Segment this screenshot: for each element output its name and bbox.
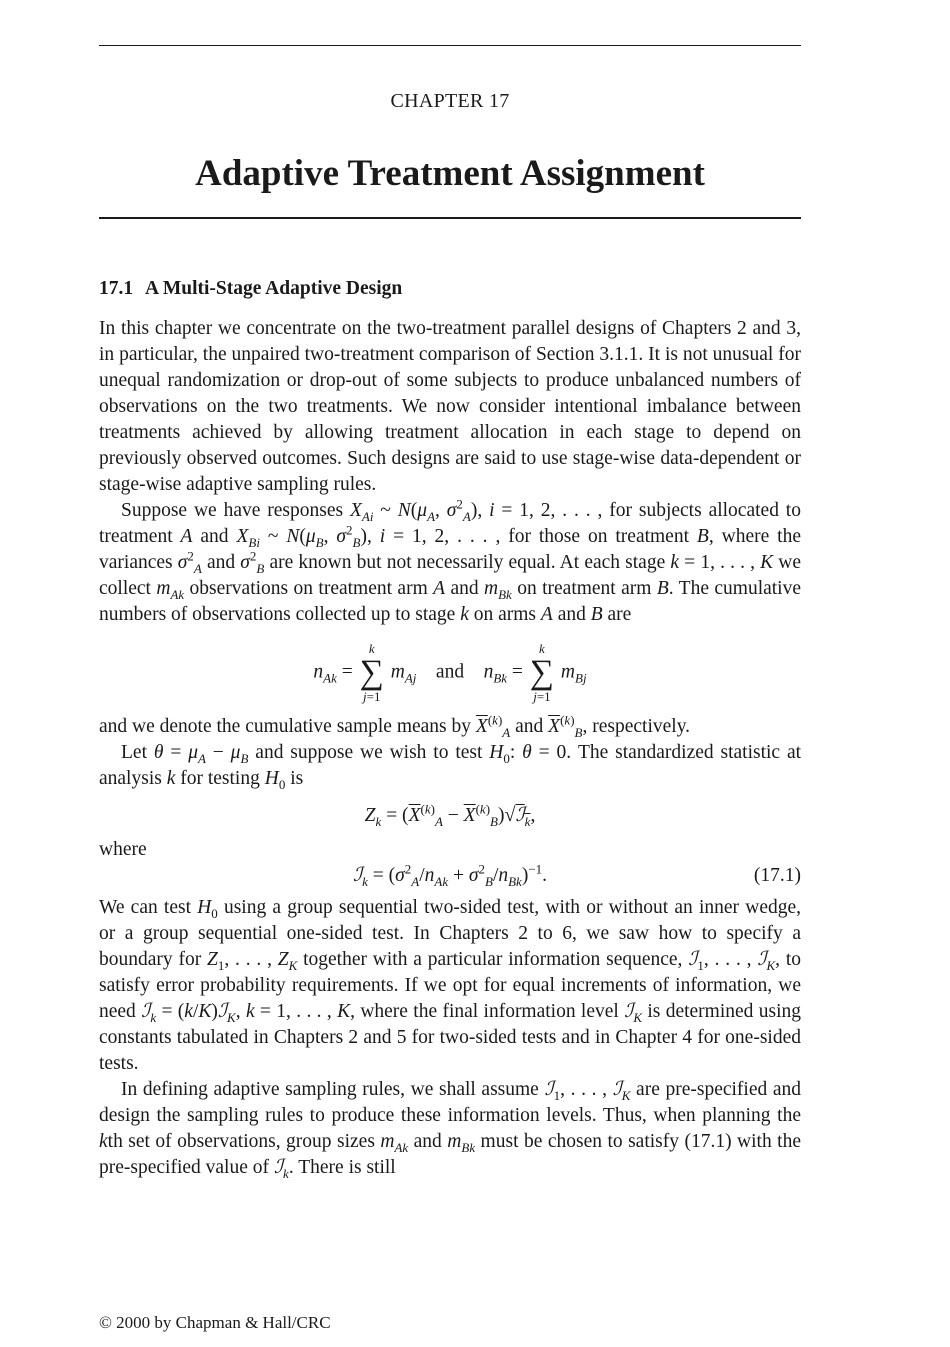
section-heading bbox=[99, 276, 801, 302]
chapter-title: Adaptive Treatment Assignment bbox=[195, 153, 705, 194]
top-rule bbox=[99, 45, 801, 46]
page-body bbox=[99, 276, 801, 1181]
copyright-footer: © 2000 by Chapman & Hall/CRC bbox=[99, 1313, 331, 1332]
paragraph-hypothesis: Let $\theta = \mu_A - \mu_B$ and suppose we wish to test $H_0$: θ = 0. The standardized statistic at analysis k for testing $H_0$ is bbox=[99, 742, 802, 792]
equation-z-statistic: $Z_k = (\overline{X}^{(k)}_A$ − $\overline{X}^{(k)}_B)√ℐ_k$, bbox=[364, 801, 536, 829]
equation-cumulative-counts: $n_{Ak}$ = k ∑ j=1 $m_{Aj}$ and $n_{Bk}$ = k ∑ j=1 $m_{Bj}$ bbox=[313, 641, 587, 704]
word-where: where bbox=[99, 839, 147, 860]
chapter-label: CHAPTER 17 bbox=[390, 90, 510, 112]
section-title: A Multi-Stage Adaptive Design bbox=[144, 278, 403, 299]
equation-number: (17.1) bbox=[753, 865, 801, 886]
paragraph-group-sequential: We can test $H_0$ using a group sequential two-sided test, with or without an inner wedge, or a group sequential one-sided test. In Chapters 2 to 6, we saw how to specify a boundary for $Z_1$, . . . , $Z_K$ together with a particular information sequence, ℐ$_1$, . . . , ℐ$_K$, to satisfy error probability requirements. If we opt for equal increments of information, we need ℐ$_k$ = (k/K)ℐ$_K$, k = 1, . . . , K, where the final information level ℐ$_K$ is determined using constants tabulated in Chapters 2 and 5 for two-sided tests and in Chapter 4 for one-sided tests. bbox=[99, 897, 802, 1074]
title-rule bbox=[99, 217, 801, 219]
section-number: 17.1 bbox=[99, 278, 134, 299]
paragraph-sample-means: and we denote the cumulative sample means by $\overline{X}^{(k)}_A$ and $\overline{X}^{(k)}_B$, respectively. bbox=[99, 712, 691, 740]
paragraph-responses: Suppose we have responses $X_{Ai}$ ~ $N(\mu_A$, $\sigma^2_A$), i = 1, 2, . . . , for subjects allocated to treatment A and $X_{Bi}$ ~ $N(\mu_B$, $\sigma^2_B$), i = 1, 2, . . . , for those on treatment B, where the variances $\sigma^2_A$ and $\sigma^2_B$ are known but not necessarily equal. At each stage k = 1, . . . , K we collect $m_{Ak}$ observations on treatment arm A and $m_{Bk}$ on treatment arm B. The cumulative numbers of observations collected up to stage k on arms A and B are bbox=[99, 496, 802, 625]
paragraph-adaptive-rules: In defining adaptive sampling rules, we shall assume ℐ$_1$, . . . , ℐ$_K$ are pre-specified and design the sampling rules to produce these information levels. Thus, when planning the kth set of observations, group sizes $m_{Ak}$ and $m_{Bk}$ must be chosen to satisfy (17.1) with the pre-specified value of ℐ$_k$. There is still bbox=[99, 1079, 802, 1181]
paragraph-intro: In this chapter we concentrate on the two-treatment parallel designs of Chapters 2 and 3, in particular, the unpaired two-treatment comparison of Section 3.1.1. It is not unusual for unequal randomization or drop-out of some subjects to produce unbalanced numbers of observations on the two treatments. We now consider intentional imbalance between treatments achieved by allowing treatment allocation in each stage to depend on previously observed outcomes. Such designs are said to use stage-wise data-dependent or stage-wise adaptive sampling rules. bbox=[99, 318, 801, 495]
equation-information: ℐ$_k$ = $(\sigma^2_A/n_{Ak} + \sigma^2_B/n_{Bk})^{-1}$. (17.1) bbox=[352, 861, 801, 889]
phrase-defining: In defining adaptive sampling rules, we shall assume bbox=[121, 1079, 539, 1100]
phrase-increments: increments of information, we need bbox=[99, 975, 801, 1022]
